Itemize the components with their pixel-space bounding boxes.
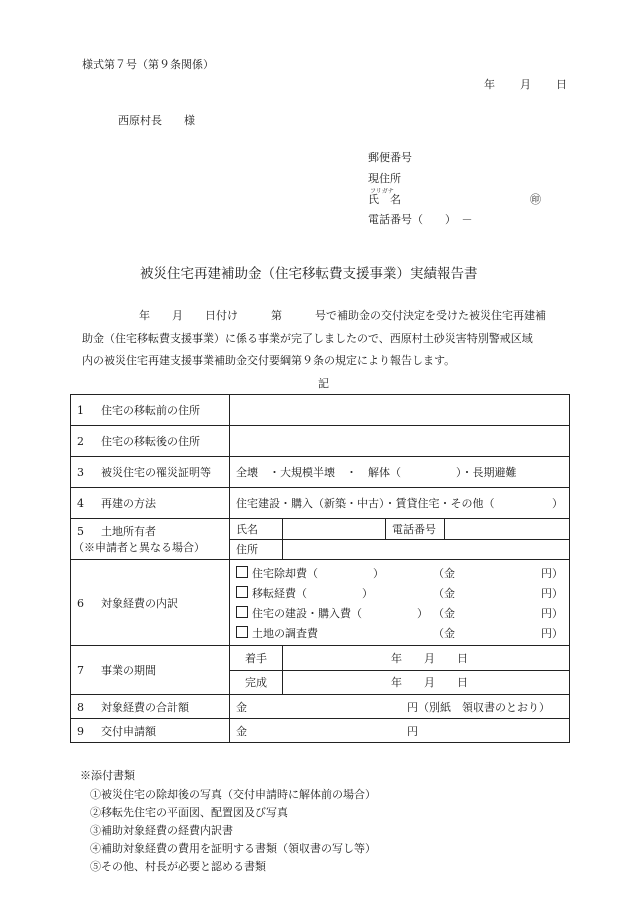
rebuild-method-options[interactable] [230, 488, 570, 519]
table-row [71, 560, 570, 646]
landowner-name-label: 氏名 [230, 519, 283, 539]
expense-yen: 円） [541, 566, 563, 580]
row-number: 4 [77, 497, 84, 510]
table-row [71, 426, 570, 457]
attachment-item: ④補助対象経費の費用を証明する書類（領収書の写し等） [90, 842, 376, 855]
current-address-label: 現住所 [368, 172, 401, 185]
row-label: 対象経費の合計額 [101, 700, 189, 714]
landowner-address-field[interactable] [283, 539, 570, 559]
body-line-2: 助金（住宅移転費支援事業）に係る事業が完了しましたので、西原村土砂災害特別警戒区域 [82, 332, 533, 345]
name-label: 氏 名 [368, 193, 401, 206]
expense-kin: （金 [433, 626, 455, 640]
row-number: 7 [77, 664, 84, 677]
expense-name: 移転経費（ ） [252, 586, 373, 600]
attachment-item: ③補助対象経費の経費内訳書 [90, 824, 233, 837]
kin-label: 金 [236, 700, 247, 714]
row-number: 1 [77, 404, 84, 417]
expense-breakdown [230, 560, 570, 646]
row-label: 事業の期間 [101, 664, 156, 677]
date-month: 月 [520, 78, 531, 91]
rebuild-method-text: 住宅建設・購入（新築・中古）・賃貸住宅・その他（ [236, 497, 495, 510]
row-number: 3 [77, 466, 84, 479]
attachments-heading: ※添付書類 [80, 769, 135, 782]
expense-item[interactable] [236, 623, 563, 643]
row-label: 被災住宅の罹災証明等 [101, 466, 211, 479]
table-row [71, 646, 570, 695]
expense-name: 住宅の建設・購入費（ ） [252, 606, 428, 620]
table-row [71, 395, 570, 426]
expense-yen: 円） [541, 626, 563, 640]
row-number: 2 [77, 435, 84, 448]
checkbox[interactable] [236, 626, 248, 638]
row-number: 9 [77, 724, 84, 738]
table-row [71, 695, 570, 719]
phone-label: 電話番号（ ） － [368, 213, 473, 226]
table-row [71, 519, 570, 560]
kin-label: 金 [236, 724, 247, 738]
body-line-3: 内の被災住宅再建支援事業補助金交付要綱第９条の規定により報告します。 [82, 354, 456, 367]
expense-item[interactable] [236, 563, 563, 583]
postal-code-label: 郵便番号 [368, 151, 412, 164]
row-label: 対象経費の内訳 [101, 596, 178, 610]
end-date-field[interactable]: 年 月 日 [391, 676, 468, 690]
yen-label: 円（別紙 領収書のとおり） [407, 700, 550, 714]
rebuild-method-close: ） [552, 497, 563, 510]
expense-item[interactable] [236, 603, 563, 623]
landowner-name-field[interactable] [283, 519, 386, 539]
body-line-1: 年 月 日付け 第 号で補助金の交付決定を受けた被災住宅再建補 [128, 309, 546, 322]
expense-yen: 円） [541, 606, 563, 620]
attachment-item: ①被災住宅の除却後の写真（交付申請時に解体前の場合） [90, 788, 376, 801]
end-label: 完成 [230, 670, 283, 694]
form-number: 様式第７号（第９条関係） [82, 58, 214, 71]
row-label: 再建の方法 [101, 497, 156, 510]
grant-amount-field[interactable] [230, 719, 570, 743]
checkbox[interactable] [236, 586, 248, 598]
date-day: 日 [556, 78, 567, 91]
row-number: 5 [77, 525, 84, 538]
row-label: 交付申請額 [101, 724, 156, 738]
start-label: 着手 [230, 646, 283, 670]
pre-move-address-field[interactable] [230, 395, 570, 426]
attachment-item: ⑤その他、村長が必要と認める書類 [90, 860, 266, 873]
report-table [70, 394, 570, 743]
expense-name: 住宅除却費（ ） [252, 566, 384, 580]
name-furigana: フリガナ [370, 188, 394, 195]
checkbox[interactable] [236, 566, 248, 578]
landowner-phone-field[interactable] [445, 519, 570, 539]
table-row [71, 719, 570, 743]
table-row [71, 457, 570, 488]
disaster-certificate-options[interactable]: 全壊 ・大規模半壊 ・ 解体（ ）・長期避難 [230, 457, 570, 488]
row-label: 土地所有者 [101, 525, 156, 538]
expense-kin: （金 [433, 606, 455, 620]
landowner-phone-label: 電話番号 [386, 519, 445, 539]
post-move-address-field[interactable] [230, 426, 570, 457]
checkbox[interactable] [236, 606, 248, 618]
date-year: 年 [484, 78, 495, 91]
landowner-address-label: 住所 [230, 539, 283, 559]
total-expense-field[interactable] [230, 695, 570, 719]
addressee: 西原村長 様 [118, 114, 195, 127]
seal-mark: ㊞ [530, 193, 541, 206]
expense-yen: 円） [541, 586, 563, 600]
row-label: 住宅の移転前の住所 [101, 404, 200, 417]
row-label: 住宅の移転後の住所 [101, 435, 200, 448]
expense-item[interactable] [236, 583, 563, 603]
expense-kin: （金 [433, 566, 455, 580]
table-row [71, 488, 570, 519]
start-date-field[interactable]: 年 月 日 [283, 646, 570, 670]
document-title: 被災住宅再建補助金（住宅移転費支援事業）実績報告書 [140, 266, 478, 282]
row-number: 6 [77, 596, 84, 610]
expense-name: 土地の調査費 [252, 626, 318, 640]
attachment-item: ②移転先住宅の平面図、配置図及び写真 [90, 806, 288, 819]
ki-heading: 記 [318, 377, 329, 390]
row-number: 8 [77, 700, 84, 714]
yen-label: 円 [407, 724, 418, 738]
row-sublabel: （※申請者と異なる場合） [73, 541, 205, 554]
expense-kin: （金 [433, 586, 455, 600]
